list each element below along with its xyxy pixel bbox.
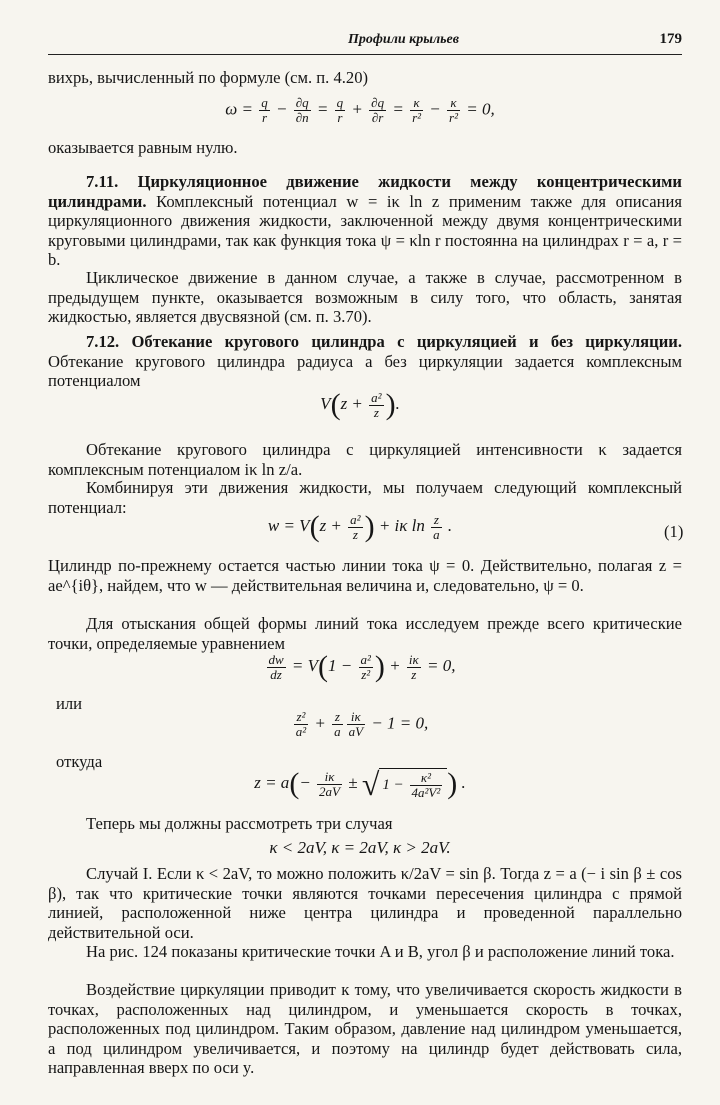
section-7-12-paragraph-4: Цилиндр по-прежнему остается частью линии тока ψ = 0. Действительно, полагая z = ae^{iθ}, найдем, что w — действительная величина и, следовательно, ψ = 0.: [48, 556, 682, 595]
paragraph-circulation-effect: Воздействие циркуляции приводит к тому, что увеличивается скорость жидкости в точках, расположенных над цилиндром, и уменьшается скорость в точках, расположенных под цилиндром. Таким образом, давление над цилиндром уменьшается, а под цилиндром увеличивается, и поэтому на цилиндр будет действовать сила, направленная вверх по оси y.: [48, 980, 682, 1077]
section-7-12-paragraph-3: Комбинируя эти движения жидкости, мы получаем следующий комплексный потенциал:: [48, 478, 682, 517]
page-header: [48, 28, 682, 55]
paragraph-top: вихрь, вычисленный по формуле (см. п. 4.20): [48, 68, 369, 87]
equation-quadratic: $\frac{\text{z²}}{\text{a²}}$ + $\frac{z}{a}$ $\frac{i\kappa}{aV}$ − 1 = 0,: [295, 709, 429, 739]
section-7-12-paragraph-2: Обтекание кругового цилиндра с циркуляцией интенсивности κ задается комплексным потенциалом iκ ln z/a.: [48, 440, 682, 479]
case-1-paragraph: Случай I. Если κ < 2aV, то можно положить κ/2aV = sin β. Тогда z = a (− i sin β ± cos β), так что критические точки являются точками пересечения цилиндра с прямой линией, расположенной ниже центра цилиндра и проведенной параллельно действительной оси.: [48, 864, 682, 942]
word-or: или: [56, 694, 83, 713]
section-7-12-paragraph-5: Для отыскания общей формы линий тока исследуем прежде всего критические точки, определяемые уравнением: [48, 614, 682, 653]
section-7-12: 7.12. Обтекание кругового цилиндра с циркуляцией и без циркуляции. Обтекание кругового цилиндра радиуса a без циркуляции задается комплексным потенциалом: [48, 332, 682, 390]
paragraph-zero: оказывается равным нулю.: [48, 138, 238, 157]
page-number: 179: [659, 31, 682, 47]
word-whence: откуда: [56, 752, 103, 771]
section-7-12-title: 7.12. Обтекание кругового цилиндра с циркуляцией и без циркуляции.: [86, 332, 682, 351]
paragraph-figure-124: На рис. 124 показаны критические точки A и B, угол β и расположение линий тока.: [86, 942, 675, 961]
equation-number: (1): [664, 522, 684, 541]
equation-cases: κ < 2aV, κ = 2aV, κ > 2aV.: [269, 838, 451, 857]
section-7-11: 7.11. Циркуляционное движение жидкости между концентрическими цилиндрами. Комплексный потенциал w = iκ ln z применим также для описания циркуляционного движения жидкости, заключенной между двумя концентрическими круговыми цилиндрами, так как функция тока ψ = κln r постоянна на цилиндрах r = a, r = b.: [48, 172, 682, 269]
equation-critical-points: $\frac{dw}{dz}$ = V(1 − $\frac{\text{a²}}{\text{z²}}$ ) + $\frac{i\kappa}{z}$ = 0,: [268, 650, 456, 683]
section-7-11-title: 7.11. Циркуляционное движение жидкости между концентрическими цилиндрами.: [48, 172, 682, 211]
equation-potential-no-circulation: V(z + $\frac{\text{a²}}{z}$ ).: [320, 388, 400, 421]
running-title: Профили крыльев: [348, 32, 460, 47]
equation-roots: z = a(− $\frac{i\kappa}{2aV}$ ± √ 1 − $\frac{\text{κ²}}{\text{4a²V²}}$ ) .: [254, 766, 466, 802]
section-7-11-paragraph-2: Циклическое движение в данном случае, а также в случае, рассмотренном в предыдущем пункте, оказывается возможным в силу того, что область, занятая жидкостью, является двусвязной (см. п. 3.70).: [48, 268, 682, 326]
paragraph-three-cases: Теперь мы должны рассмотреть три случая: [86, 814, 393, 833]
equation-vorticity: ω = $\frac{q}{r}$ − $\frac{\partial q}{\partial n}$ = $\frac{q}{r}$ + $\frac{\partial q}{\partial r}$ = $\frac{\kappa}{\text{r²}}$ − $\frac{\kappa}{\text{r²}}$ = 0,: [225, 95, 495, 125]
equation-1: w = V(z + $\frac{\text{a²}}{z}$ ) + iκ ln $\frac{z}{a}$ .: [267, 510, 453, 543]
